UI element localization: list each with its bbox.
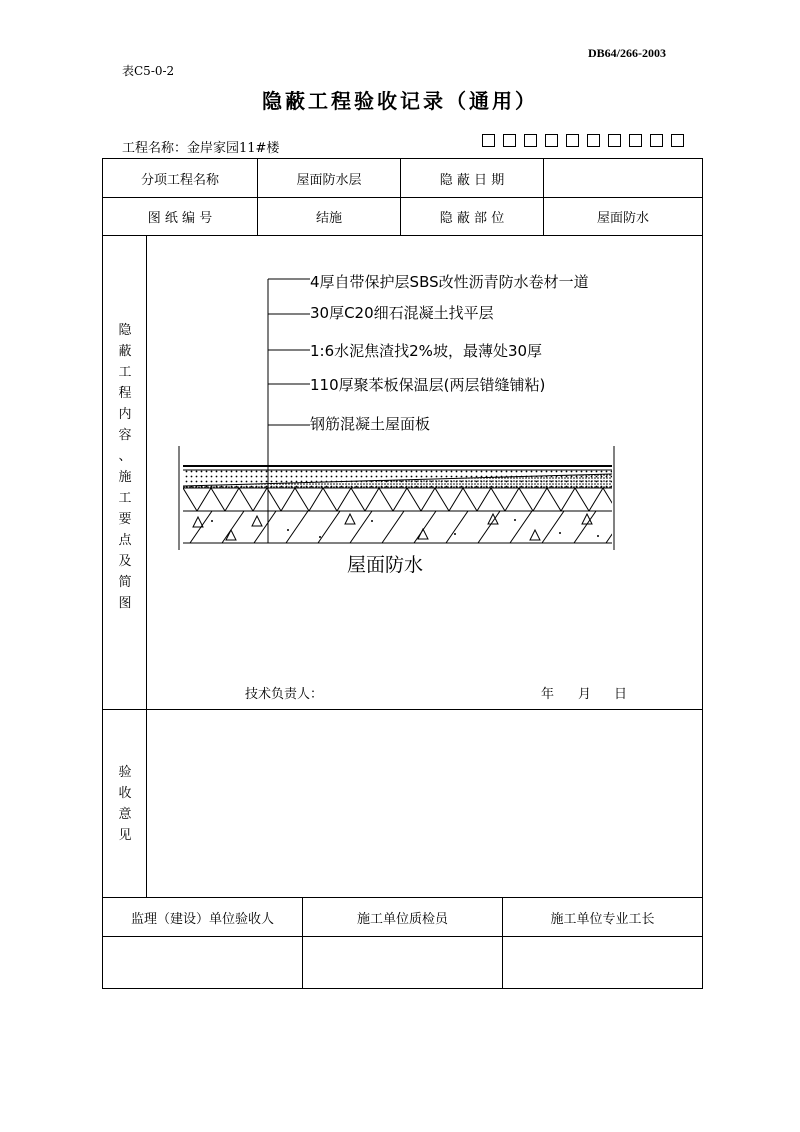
subitem-name-value[interactable]: 屋面防水层 xyxy=(296,172,362,188)
layer-label-insulation: 110厚聚苯板保温层(两层错缝铺粘) xyxy=(310,376,546,394)
supervisor-signature-label: 监理（建设）单位验收人 xyxy=(130,911,274,927)
leader-lines xyxy=(268,279,310,543)
foreman-label: 施工单位专业工长 xyxy=(550,911,655,927)
drawing-number-label: 图 纸 编 号 xyxy=(147,211,213,226)
acceptance-opinion-area[interactable] xyxy=(147,710,702,897)
drawing-number-value[interactable]: 结施 xyxy=(315,211,342,226)
concealed-date-label: 隐 蔽 日 期 xyxy=(439,172,505,188)
content-side-label: 隐 蔽 工 程 内 容 、 施 工 要 点 及 简 图 xyxy=(118,323,132,611)
date-day: 日 xyxy=(614,687,628,702)
project-name: 工程名称：金岸家园11#楼 xyxy=(122,141,280,156)
diagram-caption: 屋面防水 xyxy=(347,554,424,576)
concealed-part-label: 隐 蔽 部 位 xyxy=(439,211,505,226)
date-year: 年 xyxy=(541,687,555,702)
date-month: 月 xyxy=(578,687,592,702)
form-number: 表C5-0-2 xyxy=(122,64,175,78)
layer-label-screed: 30厚C20细石混凝土找平层 xyxy=(310,304,494,322)
acceptance-side-label: 验 收 意 见 xyxy=(118,765,132,843)
layer-label-slab: 钢筋混凝土屋面板 xyxy=(310,415,431,433)
quality-inspector-label: 施工单位质检员 xyxy=(356,911,448,927)
foreman-field[interactable] xyxy=(503,937,702,988)
layer-label-membrane: 4厚自带保护层SBS改性沥青防水卷材一道 xyxy=(310,273,589,291)
page-title: 隐蔽工程验收记录（通用） xyxy=(262,89,538,113)
supervisor-signature-field[interactable] xyxy=(103,937,302,988)
quality-inspector-field[interactable] xyxy=(303,937,502,988)
tech-lead-label: 技术负责人： xyxy=(245,687,324,702)
concealed-part-value[interactable]: 屋面防水 xyxy=(596,211,649,226)
standard-code: DB64/266-2003 xyxy=(588,46,666,60)
subitem-name-label: 分项工程名称 xyxy=(140,172,219,188)
layer-label-slope: 1:6水泥焦渣找2%坡，最薄处30厚 xyxy=(310,342,543,360)
